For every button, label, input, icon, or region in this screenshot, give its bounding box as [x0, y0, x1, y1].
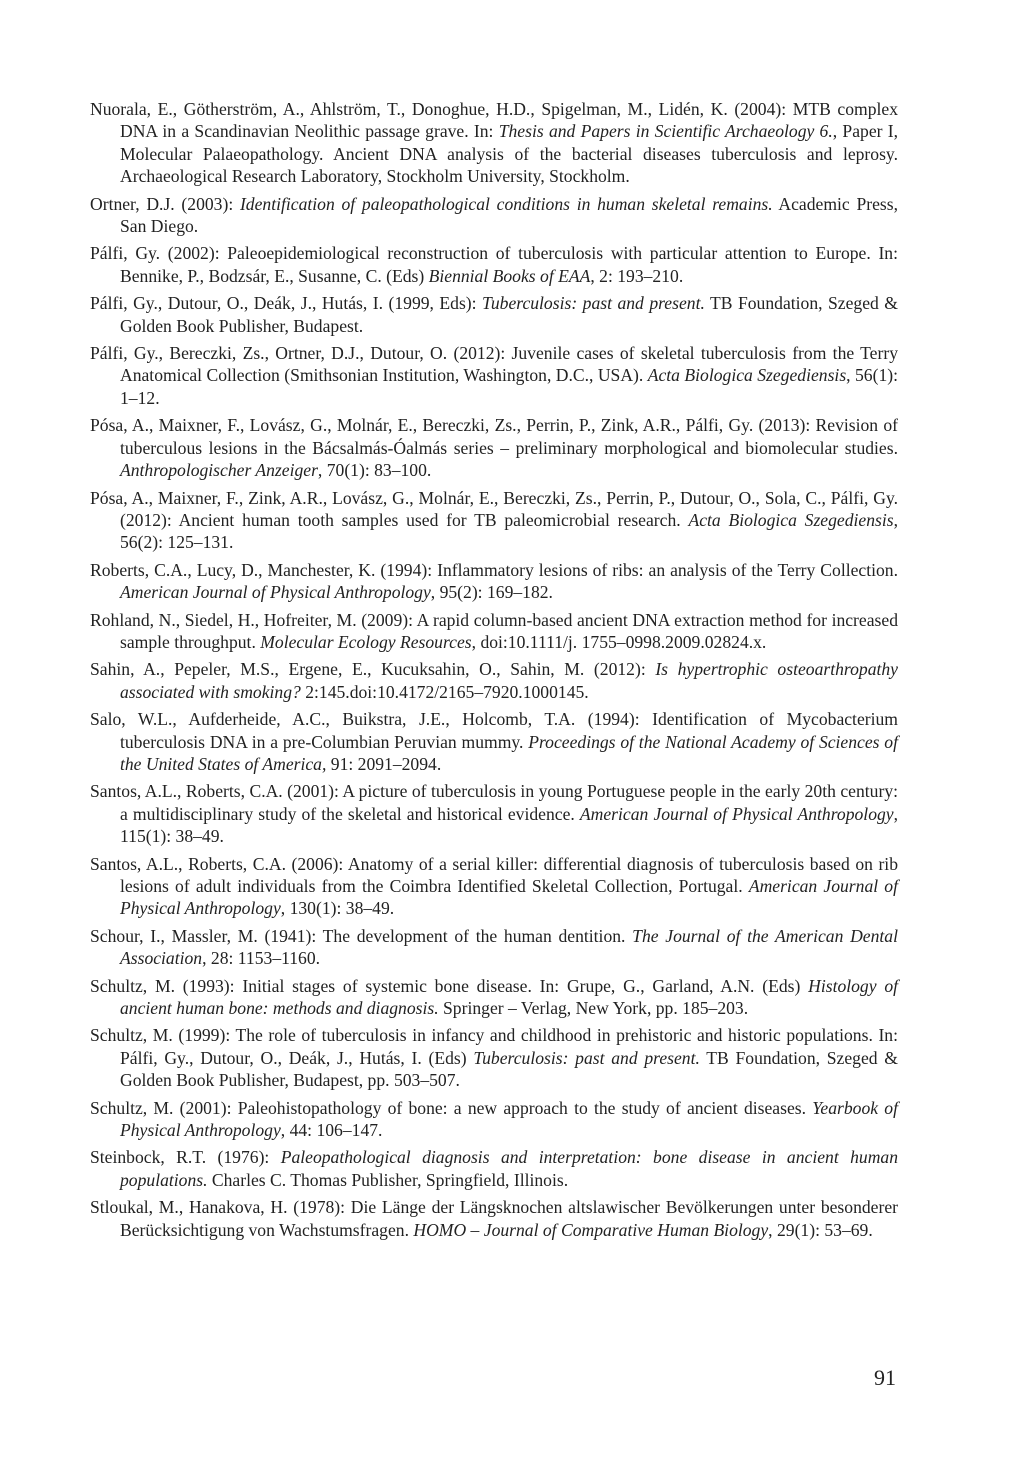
reference-entry: Salo, W.L., Aufderheide, A.C., Buikstra, J.E., Holcomb, T.A. (1994): Identification of Mycobacterium tuberculosis DNA in a pre-Columbian Peruvian mummy. Proceedings of the National Academy of Sciences of the United States of America, 91: 2091–2094. [90, 709, 898, 774]
reference-entry: Ortner, D.J. (2003): Identification of paleopathological conditions in human skeletal remains. Academic Press, San Diego. [90, 193, 898, 237]
reference-entry: Schultz, M. (1993): Initial stages of systemic bone disease. In: Grupe, G., Garland, A.N. (Eds) Histology of ancient human bone: methods and diagnosis. Springer – Verlag, New York, pp. 185–203. [90, 975, 899, 1019]
reference-entry: Schultz, M. (2001): Paleohistopathology of bone: a new approach to the study of ancient diseases. Yearbook of Physical Anthropology, 44: 106–147. [90, 1097, 898, 1141]
reference-entry: Pálfi, Gy. (2002): Paleoepidemiological reconstruction of tuberculosis with particular attention to Europe. In: Bennike, P., Bodzsár, E., Susanne, C. (Eds) Biennial Books of EAA, 2: 193–210. [90, 243, 898, 286]
reference-list [90, 98, 898, 1246]
reference-entry: Sahin, A., Pepeler, M.S., Ergene, E., Kucuksahin, O., Sahin, M. (2012): Is hypertrophic osteoarthropathy associated with smoking? 2:145.doi:10.4172/2165–7920.1000145. [90, 659, 898, 702]
page-number: 91 [874, 1365, 896, 1390]
reference-entry: Pósa, A., Maixner, F., Lovász, G., Molnár, E., Bereczki, Zs., Perrin, P., Zink, A.R., Pálfi, Gy. (2013): Revision of tuberculous lesions in the Bácsalmás-Óalmás series – preliminary morphological and biomolecular studies. Anthropologischer Anzeiger, 70(1): 83–100. [90, 415, 898, 481]
reference-entry: Nuorala, E., Götherström, A., Ahlström, T., Donoghue, H.D., Spigelman, M., Lidén, K. (2004): MTB complex DNA in a Scandinavian Neolithic passage grave. In: Thesis and Papers in Scientific Archaeology 6., Paper I, Molecular Palaeopathology. Ancient DNA analysis of the bacterial diseases tuberculosis and leprosy. Archaeological Research Laboratory, Stockholm University, Stockholm. [90, 99, 899, 187]
reference-entry: Schultz, M. (1999): The role of tuberculosis in infancy and childhood in prehistoric and historic populations. In: Pálfi, Gy., Dutour, O., Deák, J., Hutás, I. (Eds) Tuberculosis: past and present. TB Foundation, Szeged & Golden Book Publisher, Budapest, pp. 503–507. [90, 1025, 898, 1091]
reference-entry: Roberts, C.A., Lucy, D., Manchester, K. (1994): Inflammatory lesions of ribs: an analysis of the Terry Collection. American Journal of Physical Anthropology, 95(2): 169–182. [90, 559, 898, 603]
reference-entry: Steinbock, R.T. (1976): Paleopathological diagnosis and interpretation: bone disease in ancient human populations. Charles C. Thomas Publisher, Springfield, Illinois. [90, 1147, 898, 1190]
reference-entry: Pósa, A., Maixner, F., Zink, A.R., Lovász, G., Molnár, E., Bereczki, Zs., Perrin, P., Dutour, O., Sola, C., Pálfi, Gy. (2012): Ancient human tooth samples used for TB paleomicrobial research. Acta Biologica Szegediensis, 56(2): 125–131. [90, 487, 898, 553]
reference-entry: Stloukal, M., Hanakova, H. (1978): Die Länge der Längsknochen altslawischer Bevölkerungen unter besonderer Berücksichtigung von Wachstumsfragen. HOMO – Journal of Comparative Human Biology, 29(1): 53–69. [90, 1197, 898, 1240]
reference-entry: Schour, I., Massler, M. (1941): The development of the human dentition. The Journal of the American Dental Association, 28: 1153–1160. [90, 925, 898, 969]
reference-entry: Rohland, N., Siedel, H., Hofreiter, M. (2009): A rapid column-based ancient DNA extraction method for increased sample throughput. Molecular Ecology Resources, doi:10.1111/j. 1755–0998.2009.02824.x. [90, 609, 898, 652]
reference-entry: Pálfi, Gy., Dutour, O., Deák, J., Hutás, I. (1999, Eds): Tuberculosis: past and present. TB Foundation, Szeged & Golden Book Publisher, Budapest. [90, 293, 898, 336]
reference-entry: Santos, A.L., Roberts, C.A. (2001): A picture of tuberculosis in young Portuguese people in the early 20th century: a multidisciplinary study of the skeletal and historical evidence. American Journal of Physical Anthropology, 115(1): 38–49. [90, 781, 898, 847]
reference-entry: Pálfi, Gy., Bereczki, Zs., Ortner, D.J., Dutour, O. (2012): Juvenile cases of skeletal tuberculosis from the Terry Anatomical Collection (Smithsonian Institution, Washington, D.C., USA). Acta Biologica Szegediensis, 56(1): 1–12. [90, 343, 898, 408]
reference-entry: Santos, A.L., Roberts, C.A. (2006): Anatomy of a serial killer: differential diagnosis of tuberculosis based on rib lesions of adult individuals from the Coimbra Identified Skeletal Collection, Portugal. American Journal of Physical Anthropology, 130(1): 38–49. [90, 853, 898, 919]
